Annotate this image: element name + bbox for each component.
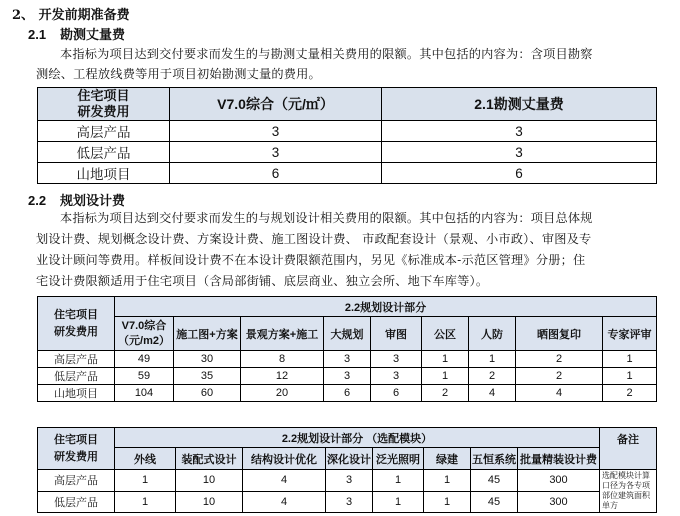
table-header-cell: 批量精装设计费 — [518, 448, 600, 470]
header-line: 住宅项目 — [54, 433, 98, 446]
table-cell: 2 — [422, 385, 469, 402]
table-cell: 10 — [176, 470, 243, 492]
table-cell: 1 — [422, 368, 469, 385]
table-group-header: 2.2规划设计部分 — [115, 297, 657, 317]
note-cell: 选配模块计算口径为各专项部位建筑面积单方 — [600, 470, 657, 513]
header-line: 研发费用 — [54, 325, 98, 338]
planning-fee-table — [37, 296, 657, 402]
table-cell: 3 — [170, 142, 382, 163]
table-cell: 1 — [424, 470, 471, 492]
table-row — [38, 470, 657, 492]
table-header-cell: 泛光照明 — [373, 448, 424, 470]
table-cell: 1 — [115, 470, 176, 492]
table-group-header: 2.2规划设计部分 （选配模块） — [115, 428, 600, 448]
table-cell: 3 — [371, 351, 422, 368]
table-cell: 1 — [469, 351, 516, 368]
table-header-cell — [38, 88, 170, 121]
table-cell: 20 — [241, 385, 324, 402]
table-cell: 49 — [115, 351, 174, 368]
table-cell: 1 — [424, 491, 471, 513]
section-heading: 2、 开发前期准备费 — [12, 8, 130, 23]
table-header-cell: 备注 — [600, 428, 657, 470]
table-cell: 6 — [371, 385, 422, 402]
subsection-heading-2-2 — [28, 190, 125, 209]
table-cell: 45 — [471, 491, 518, 513]
table-header-cell: 2.1勘测丈量费 — [382, 88, 657, 121]
table-cell: 1 — [603, 351, 657, 368]
survey-fee-table — [37, 87, 657, 184]
row-label: 高层产品 — [38, 470, 115, 492]
table-row — [38, 385, 657, 402]
table-cell: 6 — [170, 163, 382, 184]
table-cell: 3 — [371, 368, 422, 385]
table-cell: 6 — [382, 163, 657, 184]
table-header-cell: 绿建 — [424, 448, 471, 470]
header-line: 研发费用 — [54, 450, 98, 463]
table-cell: 1 — [603, 368, 657, 385]
header-line: 研发费用 — [77, 104, 130, 119]
table-row — [38, 121, 657, 142]
header-line: V7.0综合 — [121, 319, 167, 332]
row-label: 低层产品 — [38, 142, 170, 163]
table-row — [38, 142, 657, 163]
table-cell: 4 — [469, 385, 516, 402]
paragraph-line: 测绘、工程放线费等用于项目初始勘测丈量的费用。 — [36, 67, 321, 81]
row-label: 低层产品 — [38, 368, 115, 385]
table-row — [38, 163, 657, 184]
table-cell: 3 — [170, 121, 382, 142]
table-cell: 1 — [373, 491, 424, 513]
table-cell: 45 — [471, 470, 518, 492]
table-cell: 4 — [243, 491, 326, 513]
table-cell: 59 — [115, 368, 174, 385]
subsection-number: 2.1 — [28, 27, 47, 42]
subsection-number: 2.2 — [28, 193, 47, 208]
table-cell: 12 — [241, 368, 324, 385]
table-cell: 1 — [373, 470, 424, 492]
table-header-cell: 晒图复印 — [516, 317, 603, 351]
table-cell: 2 — [469, 368, 516, 385]
table-cell: 3 — [382, 142, 657, 163]
table-cell: 4 — [243, 470, 326, 492]
table-cell: 30 — [174, 351, 241, 368]
header-line: 住宅项目 — [54, 308, 98, 321]
table-cell: 10 — [176, 491, 243, 513]
table-header-cell — [38, 428, 115, 470]
table-header-cell: 结构设计优化 — [243, 448, 326, 470]
table-cell: 60 — [174, 385, 241, 402]
table-header-cell: 公区 — [422, 317, 469, 351]
table-header-cell: 景观方案+施工 — [241, 317, 324, 351]
paragraph-line: 本指标为项目达到交付要求而发生的与勘测丈量相关费用的限额。其中包括的内容为：含项目勘察 — [60, 47, 593, 61]
row-label: 低层产品 — [38, 491, 115, 513]
subsection-title: 规划设计费 — [60, 194, 126, 209]
table-header-cell — [115, 317, 174, 351]
subsection-title: 勘测丈量费 — [60, 28, 126, 43]
table-cell: 2 — [516, 368, 603, 385]
paragraph-line: 划设计费、规划概念设计费、方案设计费、施工图设计费、 市政配套设计（景观、小市政）、审图及专 — [36, 232, 592, 246]
table-cell: 300 — [518, 470, 600, 492]
row-label: 高层产品 — [38, 121, 170, 142]
table-header-cell: 大规划 — [324, 317, 371, 351]
table-header-cell: 专家评审 — [603, 317, 657, 351]
subsection-heading-2-1 — [28, 24, 125, 43]
table-cell: 300 — [518, 491, 600, 513]
paragraph-line: 本指标为项目达到交付要求而发生的与规划设计相关费用的限额。其中包括的内容为：项目总体规 — [60, 211, 593, 225]
table-row — [38, 491, 657, 513]
optional-module-table — [37, 427, 657, 513]
table-cell: 35 — [174, 368, 241, 385]
table-header-cell: 施工图+方案 — [174, 317, 241, 351]
table-cell: 3 — [382, 121, 657, 142]
table-header-cell: V7.0综合（元/㎡） — [170, 88, 382, 121]
table-header-cell: 审图 — [371, 317, 422, 351]
table-cell: 104 — [115, 385, 174, 402]
table-cell: 4 — [516, 385, 603, 402]
row-label: 山地项目 — [38, 163, 170, 184]
table-cell: 1 — [422, 351, 469, 368]
paragraph-line: 业设计顾问等费用。样板间设计费不在本设计费限额范围内，另见《标准成本-示范区管理》分册；住 — [36, 253, 586, 267]
table-row — [38, 351, 657, 368]
table-header-cell: 外线 — [115, 448, 176, 470]
table-cell: 6 — [324, 385, 371, 402]
table-cell: 8 — [241, 351, 324, 368]
table-header-cell — [38, 297, 115, 351]
table-header-cell: 深化设计 — [326, 448, 373, 470]
row-label: 山地项目 — [38, 385, 115, 402]
table-row — [38, 368, 657, 385]
table-cell: 3 — [324, 351, 371, 368]
table-cell: 3 — [326, 491, 373, 513]
table-cell: 2 — [516, 351, 603, 368]
row-label: 高层产品 — [38, 351, 115, 368]
header-line: （元/m2） — [118, 334, 170, 347]
table-header-cell: 人防 — [469, 317, 516, 351]
table-cell: 3 — [324, 368, 371, 385]
header-line: 住宅项目 — [77, 88, 130, 103]
table-cell: 1 — [115, 491, 176, 513]
table-header-cell: 五恒系统 — [471, 448, 518, 470]
paragraph-line: 宅设计费限额适用于住宅项目（含局部街铺、底层商业、独立会所、地下车库等）。 — [36, 274, 489, 288]
table-header-cell: 装配式设计 — [176, 448, 243, 470]
table-cell: 3 — [326, 470, 373, 492]
table-cell: 2 — [603, 385, 657, 402]
